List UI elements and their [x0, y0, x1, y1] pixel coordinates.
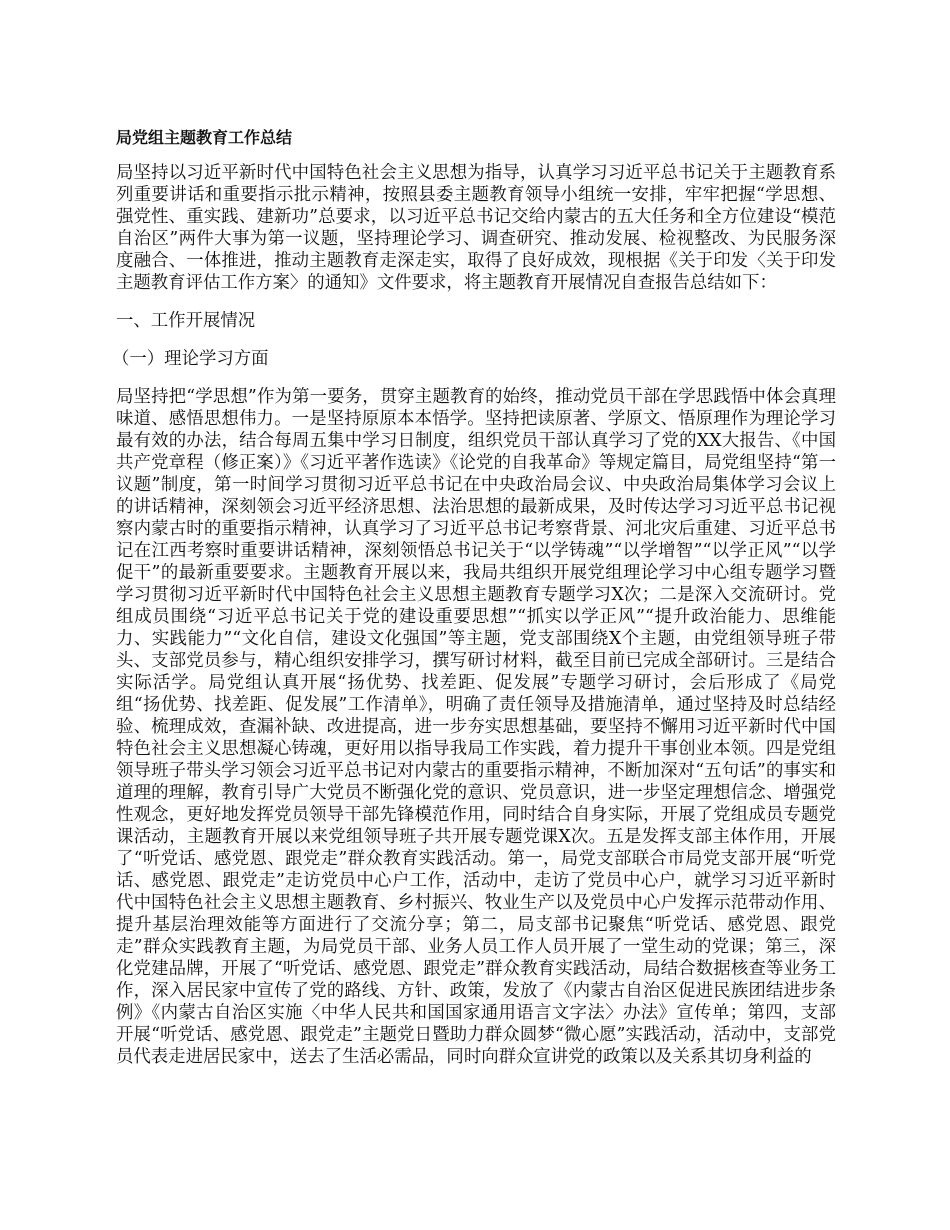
section-heading: 一、工作开展情况 [116, 311, 256, 331]
document-title: 局党组主题教育工作总结 [116, 128, 293, 147]
document-page [112, 126, 836, 1084]
body-paragraph: 局坚持把“学思想”作为第一要务，贯穿主题教育的始终，推动党员干部在学思践悟中体会真理味道、感悟思想伟力。一是坚持原原本本悟学。坚持把读原著、学原文、悟原理作为理论学习最有效的办法，结合每周五集中学习日制度，组织党员干部认真学习了党的XX大报告、《中国共产党章程（修正案）》《习近平著作选读》《论党的自我革命》等规定篇目，局党组坚持“第一议题”制度，第一时间学习贯彻习近平总书记在中央政治局会议、中央政治局集体学习会议上的讲话精神，深刻领会习近平经济思想、法治思想的最新成果，及时传达学习习近平总书记视察内蒙古时的重要指示精神，认真学习了习近平总书记考察背景、河北灾后重建、习近平总书记在江西考察时重要讲话精神，深刻领悟总书记关于“以学铸魂”“以学增智”“以学正风”“以学促干”的最新重要要求。主题教育开展以来，我局共组织开展党组理论学习中心组专题学习暨学习贯彻习近平新时代中国特色社会主义思想主题教育专题学习X次；二是深入交流研讨。党组成员围绕“习近平总书记关于党的建设重要思想”“抓实以学正风”“提升政治能力、思维能力、实践能力”“文化自信，建设文化强国”等主题，党支部围绕X个主题，由党组领导班子带头、支部党员参与，精心组织安排学习，撰写研讨材料，截至目前已完成全部研讨。三是结合实际活学。局党组认真开展“扬优势、找差距、促发展”专题学习研讨，会后形成了《局党组“扬优势、找差距、促发展”工作清单》，明确了责任领导及措施清单，通过坚持及时总结经验、梳理成效，查漏补缺、改进提高，进一步夯实思想基础，要坚持不懈用习近平新时代中国特色社会主义思想凝心铸魂，更好用以指导我局工作实践，着力提升干事创业本领。四是党组领导班子带头学习领会习近平总书记对内蒙古的重要指示精神，不断加深对“五句话”的事实和道理的理解，教育引导广大党员不断强化党的意识、党员意识，进一步坚定理想信念、增强党性观念，更好地发挥党员领导干部先锋模范作用，同时结合自身实际，开展了党组成员专题党课活动，主题教育开展以来党组领导班子共开展专题党课X次。五是发挥支部主体作用，开展了“听党话、感党恩、跟党走”群众教育实践活动。第一，局党支部联合市局党支部开展“听党话、感党恩、跟党走”走访党员中心户工作，活动中，走访了党员中心户，就学习习近平新时代中国特色社会主义思想主题教育、乡村振兴、牧业生产以及党员中心户发挥示范带动作用、提升基层治理效能等方面进行了交流分享；第二，局支部书记聚焦“听党话、感党恩、跟党走”群众实践教育主题，为局党员干部、业务人员工作人员开展了一堂生动的党课；第三，深化党建品牌，开展了“听党话、感党恩、跟党走”群众教育实践活动，局结合数据核查等业务工作，深入居民家中宣传了党的路线、方针、政策，发放了《内蒙古自治区促进民族团结进步条例》《内蒙古自治区实施〈中华人民共和国国家通用语言文字法〉办法》宣传单；第四，支部开展“听党话、感党恩、跟党走”主题党日暨助力群众圆梦“微心愿”实践活动，活动中，支部党员代表走进居民家中，送去了生活必需品，同时向群众宣讲党的政策以及关系其切身利益的 [116, 387, 836, 1067]
subsection-heading: （一）理论学习方面 [112, 349, 269, 369]
intro-paragraph: 局坚持以习近平新时代中国特色社会主义思想为指导，认真学习习近平总书记关于主题教育系列重要讲话和重要指示批示精神，按照县委主题教育领导小组统一安排，牢牢把握“学思想、强党性、重实践、建新功”总要求，以习近平总书记交给内蒙古的五大任务和全方位建设“模范自治区”两件大事为第一议题，坚持理论学习、调查研究、推动发展、检视整改、为民服务深度融合、一体推进，推动主题教育走深走实，取得了良好成效，现根据《关于印发〈关于印发主题教育评估工作方案〉的通知》文件要求，将主题教育开展情况自查报告总结如下： [116, 163, 836, 293]
